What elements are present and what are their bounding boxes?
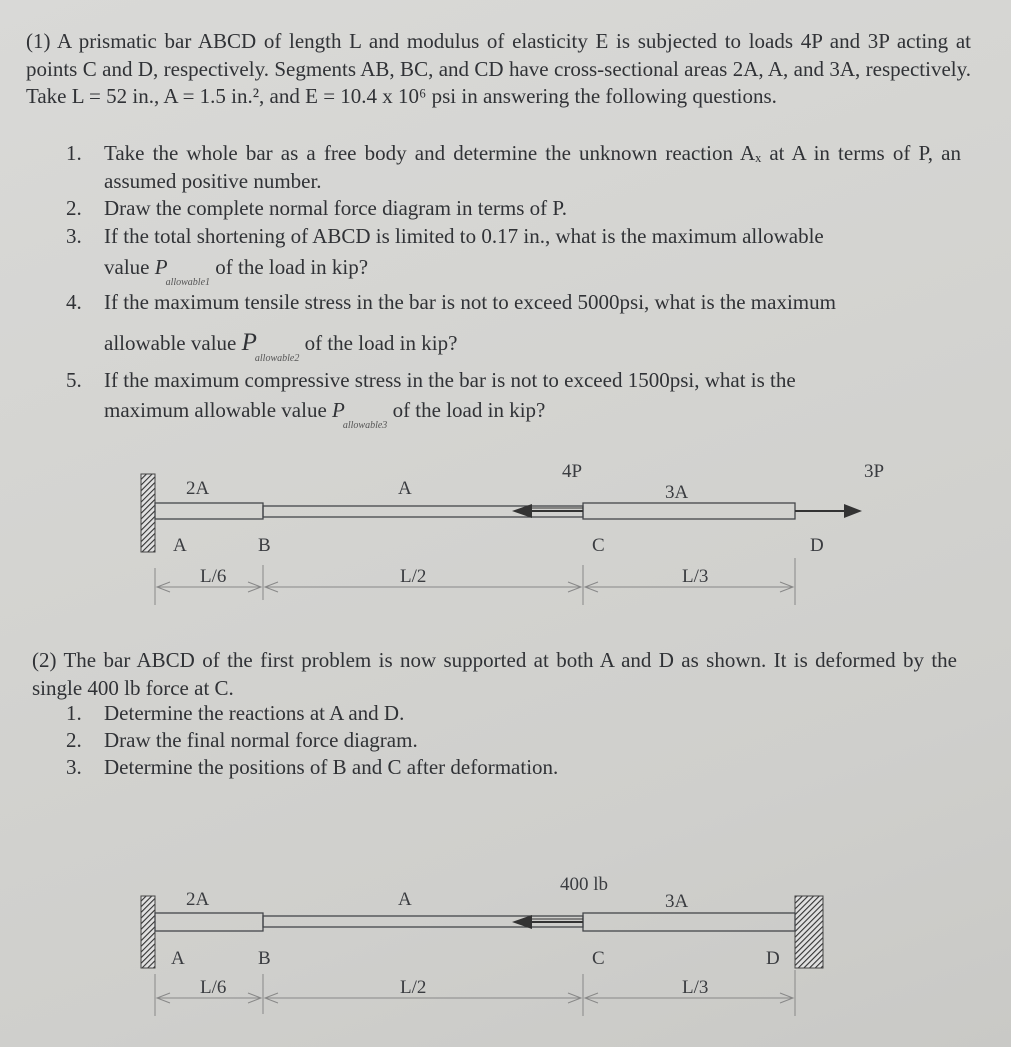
point-label-b: B	[258, 948, 271, 969]
segment-cd	[583, 503, 795, 519]
dim-label-cd: L/3	[682, 977, 709, 998]
area-label-ab: 2A	[186, 478, 210, 499]
point-label-d: D	[810, 535, 824, 556]
dim-label-cd: L/3	[682, 566, 709, 587]
load-label-400lb: 400 lb	[560, 874, 609, 895]
point-label-a: A	[173, 535, 187, 556]
dim-label-ab: L/6	[200, 566, 227, 587]
segment-ab	[155, 913, 263, 931]
dim-label-bc: L/2	[400, 977, 427, 998]
point-label-c: C	[592, 535, 605, 556]
segment-ab	[155, 503, 263, 519]
wall-a-support	[141, 474, 155, 552]
dim-label-bc: L/2	[400, 566, 427, 587]
problem1-intro	[26, 28, 971, 111]
load-label-4p: 4P	[562, 461, 583, 482]
load-label-3p: 3P	[864, 461, 885, 482]
area-label-bc: A	[398, 478, 412, 499]
load-3p-arrow	[795, 504, 862, 518]
figure-2	[0, 866, 1011, 1036]
segment-cd	[583, 913, 795, 931]
problem2-intro	[32, 647, 957, 702]
area-label-ab: 2A	[186, 889, 210, 910]
point-label-d: D	[766, 948, 780, 969]
point-label-c: C	[592, 948, 605, 969]
wall-d-support	[795, 896, 823, 968]
area-label-cd: 3A	[665, 891, 689, 912]
point-label-b: B	[258, 535, 271, 556]
problem2-number: (2)	[32, 648, 57, 672]
area-label-cd: 3A	[665, 482, 689, 503]
problem1-intro-text: A prismatic bar ABCD of length L and modulus of elasticity E is subjected to loads 4P and 3P acting at points C and D, respectively. Segments AB, BC, and CD have cross-sectional areas 2A, A, and 3A, respectively. Take L = 52 in., A = 1.5 in.², and E = 10.4 x 10⁶ psi in answering the following questions.	[26, 29, 971, 108]
area-label-bc: A	[398, 889, 412, 910]
problem2-intro-text: The bar ABCD of the first problem is now supported at both A and D as shown. It is deformed by the single 400 lb force at C.	[32, 648, 957, 700]
dim-label-ab: L/6	[200, 977, 227, 998]
point-label-a: A	[171, 948, 185, 969]
wall-a-support	[141, 896, 155, 968]
figure-1	[0, 450, 1011, 620]
problem1-number: (1)	[26, 29, 51, 53]
